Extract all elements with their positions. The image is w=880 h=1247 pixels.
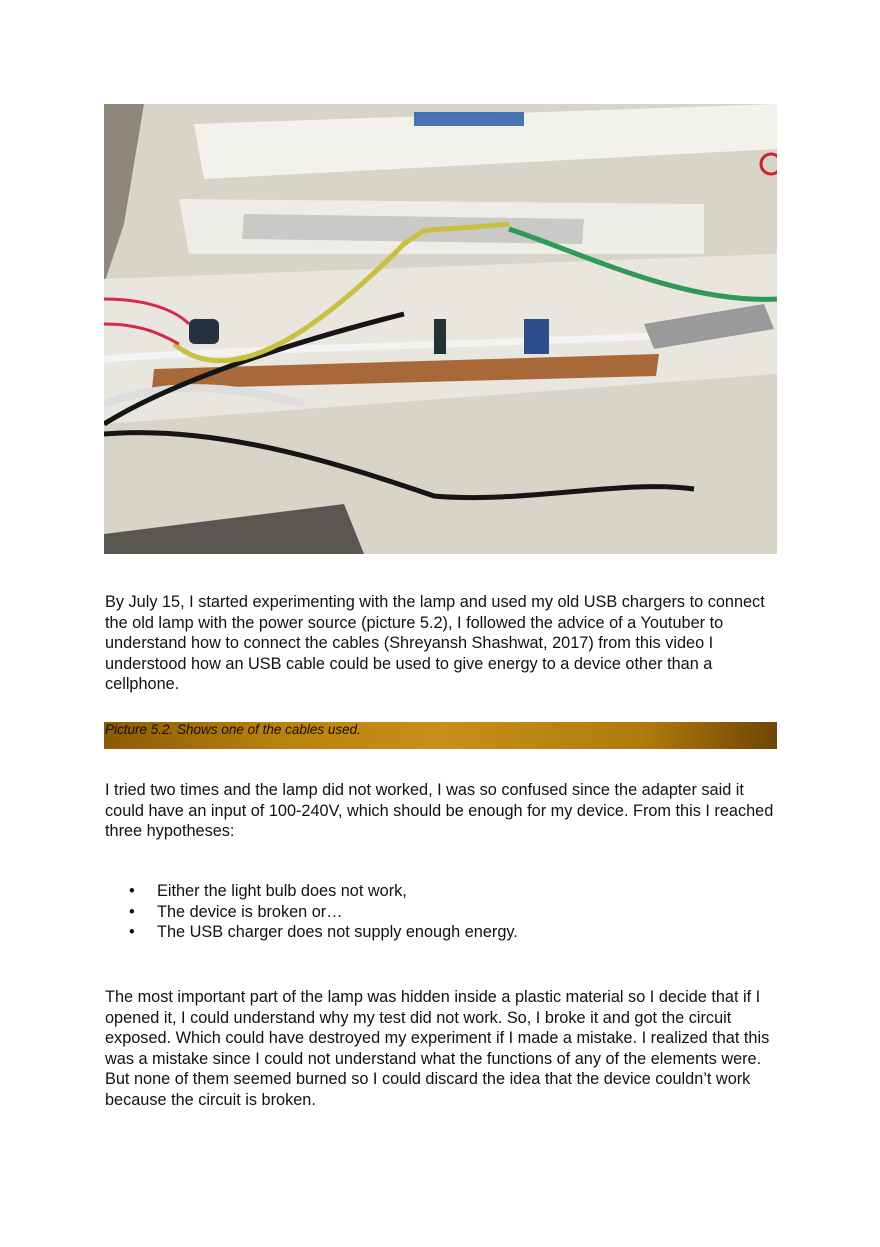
list-item-text: Either the light bulb does not work, <box>157 882 407 900</box>
list-item <box>105 881 518 902</box>
caption-text: Picture 5.2. Shows one of the cables used. <box>105 722 361 737</box>
bullet-icon: • <box>129 882 135 900</box>
bullet-icon: • <box>129 923 135 941</box>
picture-caption <box>104 722 777 749</box>
paragraph-circuit-exposed: The most important part of the lamp was hidden inside a plastic material so I decide that if I opened it, I could understand why my test did not work. So, I broke it and got the circuit exposed. Which could have destroyed my experiment if I made a mistake. I realized that this was a mistake since I could not understand what the functions of any of the elements were. But none of them seemed burned so I could discard the idea that the device couldn’t work because the circuit is broken. <box>105 988 770 1109</box>
list-item <box>105 902 518 923</box>
paragraph-usb-chargers: By July 15, I started experimenting with the lamp and used my old USB chargers to connect the old lamp with the power source (picture 5.2), I followed the advice of a Youtuber to understand how to connect the cables (Shreyansh Shashwat, 2017) from this video I understood how an USB cable could be used to give energy to a device other than a cellphone. <box>105 593 765 693</box>
list-item <box>105 922 518 943</box>
lamp-circuit-photo <box>104 104 777 554</box>
list-item-text: The device is broken or… <box>157 902 343 921</box>
paragraph-tried-two-times: I tried two times and the lamp did not worked, I was so confused since the adapter said it could have an input of 100-240V, which should be enough for my device. From this I reached three hypotheses: <box>105 781 774 840</box>
hypotheses-list <box>105 881 518 943</box>
bullet-icon: • <box>129 902 135 921</box>
list-item-text: The USB charger does not supply enough energy. <box>157 923 518 941</box>
